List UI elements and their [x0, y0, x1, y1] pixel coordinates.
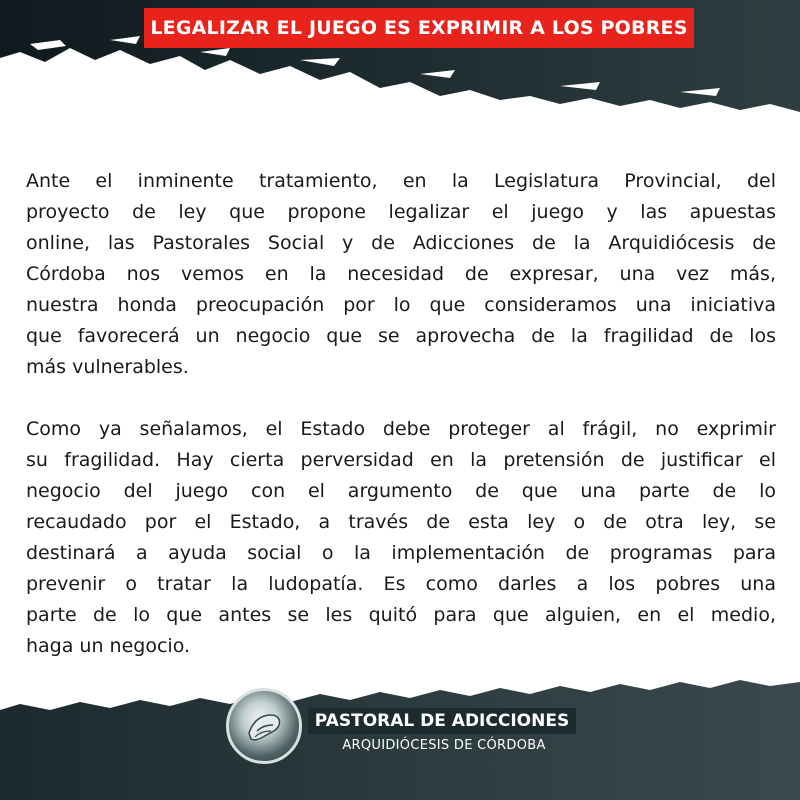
- organization-logo: [226, 688, 586, 766]
- text-line: prevenir o tratar la ludopatía. Es como darles a los pobres una: [26, 573, 776, 595]
- logo-emblem: [226, 688, 302, 764]
- hands-icon: [241, 703, 287, 749]
- text-line: online, las Pastorales Social y de Adicciones de la Arquidiócesis de: [26, 232, 776, 254]
- text-line: su fragilidad. Hay cierta perversidad en la pretensión de justificar el: [26, 449, 776, 471]
- headline-banner: [144, 8, 694, 48]
- headline-text: LEGALIZAR EL JUEGO ES EXPRIMIR A LOS POBRES: [150, 17, 688, 39]
- text-line: destinará a ayuda social o la implementación de programas para: [26, 542, 776, 564]
- text-line: nuestra honda preocupación por lo que consideramos una iniciativa: [26, 294, 776, 316]
- text-line: proyecto de ley que propone legalizar el juego y las apuestas: [26, 201, 776, 223]
- text-line: que favorecerá un negocio que se aprovecha de la fragilidad de los: [26, 325, 776, 347]
- text-line: Ante el inminente tratamiento, en la Legislatura Provincial, del: [26, 170, 776, 192]
- text-line: Como ya señalamos, el Estado debe proteger al frágil, no exprimir: [26, 418, 776, 440]
- text-line: negocio del juego con el argumento de que una parte de lo: [26, 480, 776, 502]
- org-name: PASTORAL DE ADICCIONES: [308, 708, 576, 734]
- text-line: parte de lo que antes se les quitó para que alguien, en el medio,: [26, 604, 776, 626]
- paragraph-gap: [26, 383, 776, 414]
- text-line: haga un negocio.: [26, 635, 191, 657]
- statement-body: [26, 166, 776, 662]
- text-line: Córdoba nos vemos en la necesidad de expresar, una vez más,: [26, 263, 776, 285]
- text-line: más vulnerables.: [26, 356, 189, 378]
- text-line: recaudado por el Estado, a través de esta ley o de otra ley, se: [26, 511, 776, 533]
- org-subtitle: ARQUIDIÓCESIS DE CÓRDOBA: [342, 737, 546, 753]
